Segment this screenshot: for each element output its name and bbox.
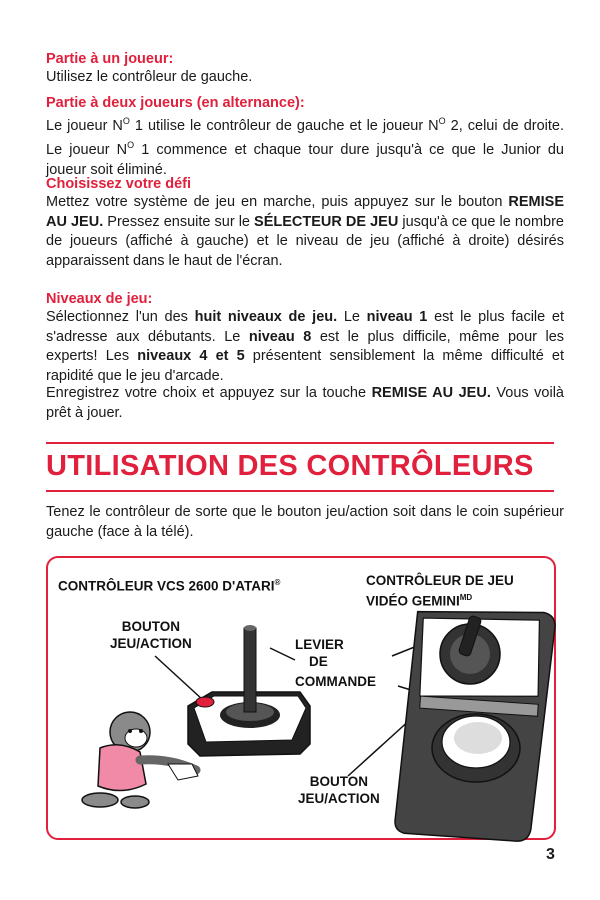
leader-line-lever: [270, 648, 295, 660]
action-button-label-right: BOUTON JEU/ACTION: [298, 774, 380, 806]
heading-choose-challenge: Choisissez votre défi: [46, 176, 192, 192]
leader-line-button-left: [155, 656, 203, 700]
joystick-lever-label: LEVIER DE COMMANDE: [295, 637, 376, 689]
text-levels: Sélectionnez l'un des huit niveaux de jeu. Le niveau 1 est le plus facile et s'adresse aux débutants. Le niveau 8 est le plus difficile, même pour les experts! Les niveaux 4 et 5 présentent sensiblement la même difficulté et rapidité que le jeu d'arcade.: [46, 309, 565, 384]
text-one-player: Utilisez le contrôleur de gauche.: [46, 69, 253, 85]
text-choose-challenge: Mettez votre système de jeu en marche, puis appuyez sur le bouton REMISE AU JEU. Pressez ensuite sur le SÉLECTEUR DE JEU jusqu'à ce que le nombre de joueurs (affiché à gauche) et le niveau de jeu (affiché à droite) désirés apparaissent dans le haut de l'écran.: [46, 194, 564, 269]
heading-two-players: Partie à deux joueurs (en alternance):: [46, 95, 305, 111]
action-button-label-left: BOUTON JEU/ACTION: [110, 619, 192, 651]
gemini-controller-label: CONTRÔLEUR DE JEU VIDÉO $GEMINI^{MD}$: [366, 573, 514, 609]
heading-levels: Niveaux de jeu:: [46, 291, 153, 307]
gemini-controller-icon: [394, 603, 556, 843]
intro-text: Tenez le contrôleur de sorte que le bouton jeu/action soit dans le coin supérieur gauche (face à la télé).: [46, 504, 564, 540]
text-ready: Enregistrez votre choix et appuyez sur la touche REMISE AU JEU. Vous voilà prêt à jouer.: [46, 385, 564, 421]
text-two-players: Le joueur $N^O$ 1 utilise le contrôleur de gauche et le joueur $N^O$ 2, celui de droite. Le joueur $N^O$ 1 commence et chaque tour dure jusqu'à ce que le Junior du joueur soit éliminé.: [46, 116, 564, 178]
heading-one-player: Partie à un joueur:: [46, 51, 174, 67]
atari-controller-label: CONTRÔLEUR VCS 2600 D'ATARI®: [58, 578, 281, 594]
junior-monkey-icon: [82, 712, 198, 808]
section-title: UTILISATION DES CONTRÔLEURS: [46, 450, 534, 482]
page-number: 3: [546, 846, 555, 863]
atari-joystick-icon: [188, 625, 310, 756]
